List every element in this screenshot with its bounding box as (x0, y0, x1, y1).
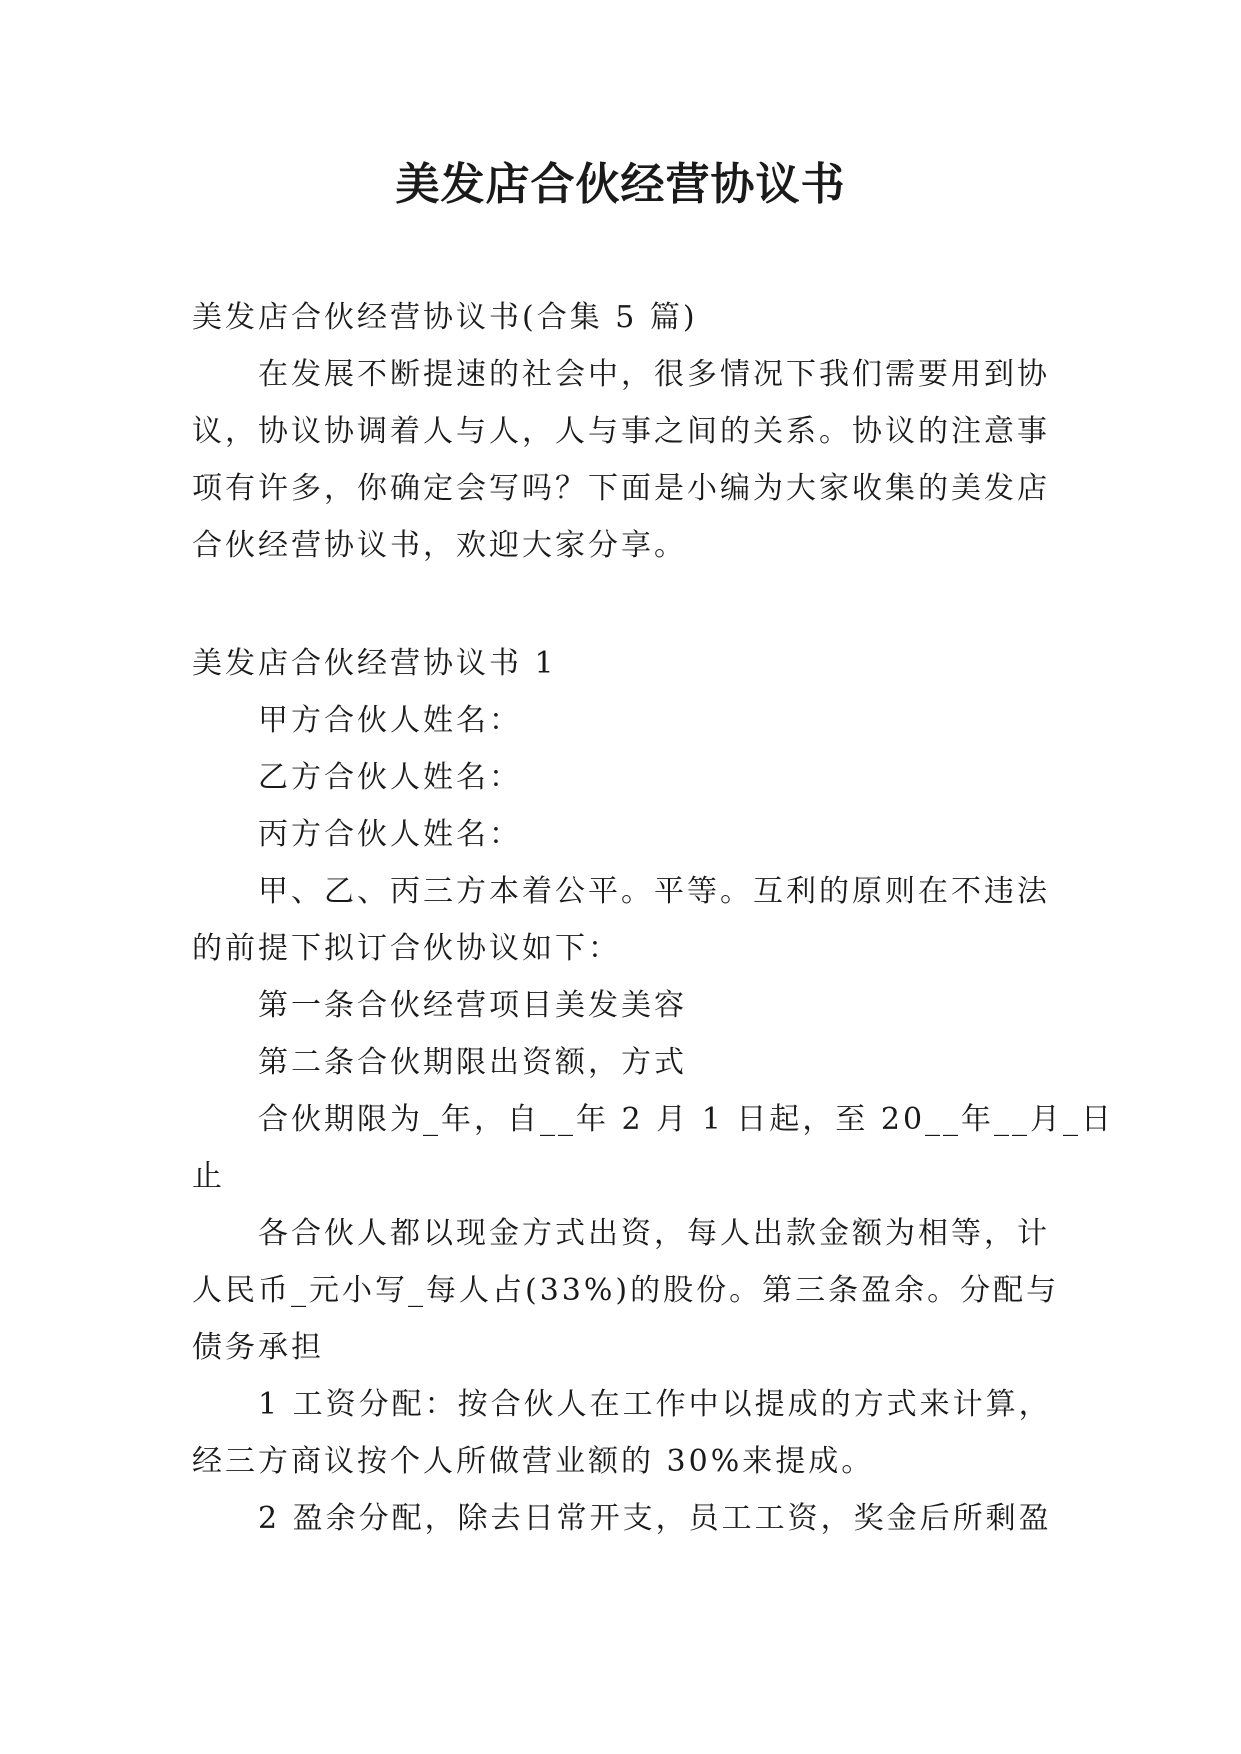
document-line: 美发店合伙经营协议书(合集 5 篇) (192, 300, 698, 335)
document-line: 1 工资分配：按合伙人在工作中以提成的方式来计算， (258, 1387, 1052, 1422)
document-line: 合伙期限为_年，自__年 2 月 1 日起，至 20__年__月_日 (258, 1102, 1115, 1137)
document-title: 美发店合伙经营协议书 (395, 159, 846, 210)
document-line: 议，协议协调着人与人，人与事之间的关系。协议的注意事 (192, 414, 1050, 449)
document-line: 美发店合伙经营协议书 1 (192, 646, 557, 681)
document-line: 第二条合伙期限出资额，方式 (258, 1045, 687, 1080)
document-line: 甲方合伙人姓名： (258, 703, 522, 738)
document-line: 经三方商议按个人所做营业额的 30%来提成。 (192, 1444, 875, 1479)
document-line: 人民币_元小写_每人占(33%)的股份。第三条盈余。分配与 (192, 1273, 1060, 1308)
document-line: 债务承担 (192, 1330, 324, 1365)
document-line: 在发展不断提速的社会中，很多情况下我们需要用到协 (258, 357, 1050, 392)
document-line: 的前提下拟订合伙协议如下： (192, 931, 621, 966)
document-line: 各合伙人都以现金方式出资，每人出款金额为相等，计 (258, 1216, 1050, 1251)
document-line: 合伙经营协议书，欢迎大家分享。 (192, 528, 687, 563)
document-line: 2 盈余分配，除去日常开支，员工工资，奖金后所剩盈 (258, 1501, 1052, 1536)
document-line: 乙方合伙人姓名： (258, 760, 522, 795)
document-line: 丙方合伙人姓名： (258, 817, 522, 852)
document-line: 止 (192, 1159, 225, 1194)
document-line: 项有许多，你确定会写吗？下面是小编为大家收集的美发店 (192, 471, 1050, 506)
document-line: 第一条合伙经营项目美发美容 (258, 988, 687, 1023)
document-line: 甲、乙、丙三方本着公平。平等。互利的原则在不违法 (258, 874, 1050, 909)
